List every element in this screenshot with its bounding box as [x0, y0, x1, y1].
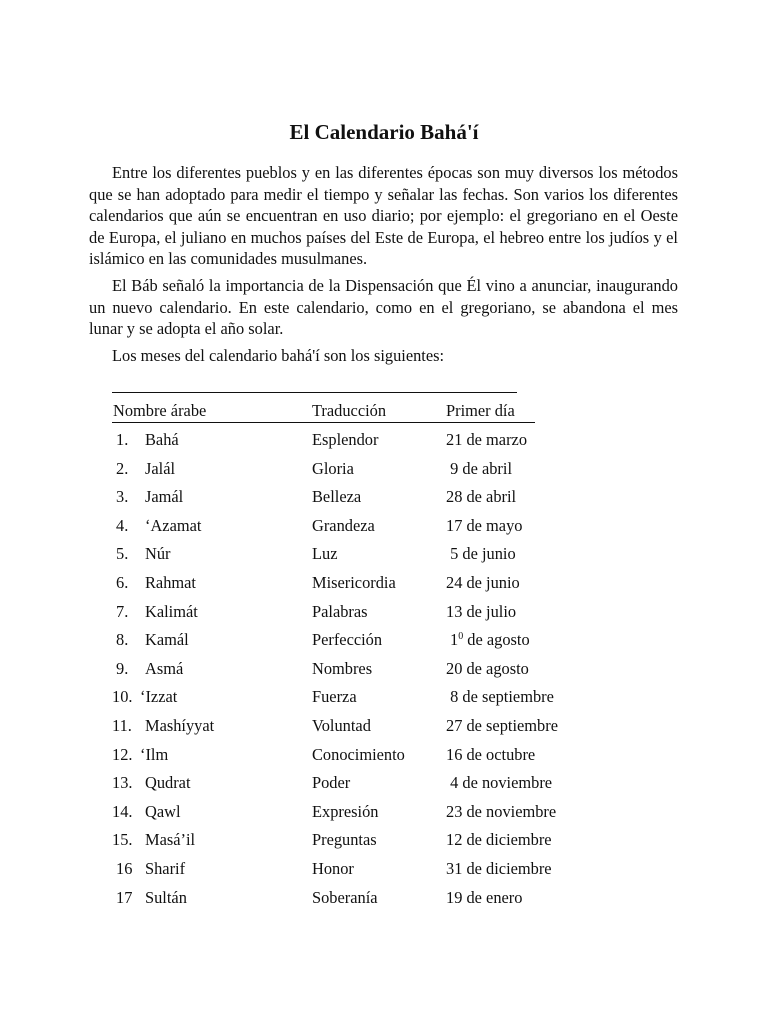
- month-arabic-name: Qudrat: [145, 773, 191, 793]
- separator-line: [112, 392, 517, 393]
- month-number: 17: [116, 887, 133, 907]
- month-translation: Conocimiento: [312, 744, 405, 764]
- month-first-day: 4 de noviembre: [446, 773, 553, 793]
- month-arabic-name: Sharif: [145, 859, 186, 878]
- month-translation: Expresión: [312, 801, 379, 821]
- month-arabic-name: Kalimát: [145, 601, 198, 621]
- month-number: 12.: [112, 744, 133, 764]
- month-number: 15.: [112, 830, 133, 850]
- month-first-day: 27 de septiembre: [446, 716, 558, 735]
- month-first-day: 5 de junio: [446, 544, 516, 564]
- month-arabic-name: Jamál: [145, 487, 184, 507]
- month-translation: Perfección: [312, 630, 383, 650]
- month-translation: Fuerza: [312, 687, 357, 707]
- month-number: 2.: [116, 458, 129, 478]
- month-number: 9.: [116, 658, 129, 678]
- month-translation: Belleza: [312, 487, 362, 507]
- month-arabic-name: Sultán: [145, 887, 187, 907]
- month-first-day: 12 de diciembre: [446, 830, 552, 850]
- month-arabic-name: ‘Azamat: [145, 515, 202, 535]
- month-first-day: 31 de diciembre: [446, 859, 552, 878]
- header-underline: [112, 422, 535, 423]
- month-arabic-name: Núr: [145, 544, 171, 564]
- month-number: 5.: [116, 544, 129, 564]
- month-first-day: 23 de noviembre: [446, 801, 557, 821]
- date-superscript: 0: [458, 631, 464, 643]
- date-day: 1: [450, 630, 459, 650]
- month-number: 16: [116, 859, 133, 878]
- month-translation: Nombres: [312, 658, 373, 678]
- month-number: 7.: [116, 601, 129, 621]
- intro-paragraph: Entre los diferentes pueblos y en las diferentes épocas son muy diversos los métodos que se han adoptado para medir el tiempo y señalar las fechas. Son varios los diferentes calendarios que aún se encuentran en uso diario; por ejemplo: el gregoriano en el Oeste de Europa, el juliano en muchos países del Este de Europa, el hebreo entre los judíos y el islámico en las comunidades musulmanes.: [89, 163, 678, 268]
- month-arabic-name: Jalál: [145, 458, 176, 478]
- header-translation: Traducción: [312, 401, 387, 420]
- month-first-day: 24 de junio: [446, 573, 520, 592]
- month-number: 10.: [112, 687, 133, 707]
- month-number: 1.: [116, 430, 129, 449]
- month-first-day: 13 de julio: [446, 601, 517, 621]
- month-first-day: 16 de octubre: [446, 744, 536, 764]
- month-first-day: 8 de septiembre: [446, 687, 554, 707]
- month-number: 8.: [116, 630, 129, 650]
- month-first-day: 21 de marzo: [446, 430, 528, 449]
- month-number: 11.: [112, 716, 132, 735]
- month-arabic-name: Bahá: [145, 430, 179, 449]
- month-number: 14.: [112, 801, 133, 821]
- header-arabic-name: Nombre árabe: [113, 401, 207, 420]
- page-title: El Calendario Bahá'í: [289, 120, 479, 144]
- month-number: 3.: [116, 487, 129, 507]
- month-first-day: 28 de abril: [446, 487, 517, 507]
- month-arabic-name: ‘Izzat: [140, 687, 178, 707]
- month-translation: Soberanía: [312, 887, 378, 907]
- month-translation: Luz: [312, 544, 338, 564]
- month-first-day: [450, 630, 530, 650]
- bab-paragraph: El Báb señaló la importancia de la Dispensación que Él vino a anunciar, inaugurando un nuevo calendario. En este calendario, como en el gregoriano, se abandona el mes lunar y se adopta el año solar.: [89, 276, 678, 338]
- month-first-day: 19 de enero: [446, 887, 523, 907]
- header-first-day: Primer día: [446, 401, 515, 420]
- months-intro-paragraph: Los meses del calendario bahá'í son los siguientes:: [112, 346, 445, 365]
- month-translation: Voluntad: [312, 716, 371, 735]
- month-arabic-name: Rahmat: [145, 573, 196, 592]
- month-translation: Misericordia: [312, 573, 396, 592]
- month-translation: Esplendor: [312, 430, 379, 449]
- month-translation: Poder: [312, 773, 351, 793]
- month-translation: Grandeza: [312, 515, 375, 535]
- month-arabic-name: Kamál: [145, 630, 189, 650]
- month-number: 13.: [112, 773, 133, 793]
- month-number: 4.: [116, 515, 129, 535]
- month-number: 6.: [116, 573, 129, 592]
- month-arabic-name: ‘Ilm: [140, 744, 169, 764]
- month-first-day: 9 de abril: [446, 458, 512, 478]
- month-first-day: 17 de mayo: [446, 515, 523, 535]
- month-first-day: 20 de agosto: [446, 658, 529, 678]
- month-arabic-name: Mashíyyat: [145, 716, 215, 735]
- month-arabic-name: Qawl: [145, 801, 181, 821]
- month-translation: Gloria: [312, 458, 354, 478]
- month-translation: Preguntas: [312, 830, 377, 850]
- month-translation: Honor: [312, 859, 354, 878]
- month-arabic-name: Asmá: [145, 658, 184, 678]
- month-arabic-name: Masá’il: [145, 830, 196, 850]
- date-month: de agosto: [463, 630, 530, 650]
- month-translation: Palabras: [312, 601, 368, 621]
